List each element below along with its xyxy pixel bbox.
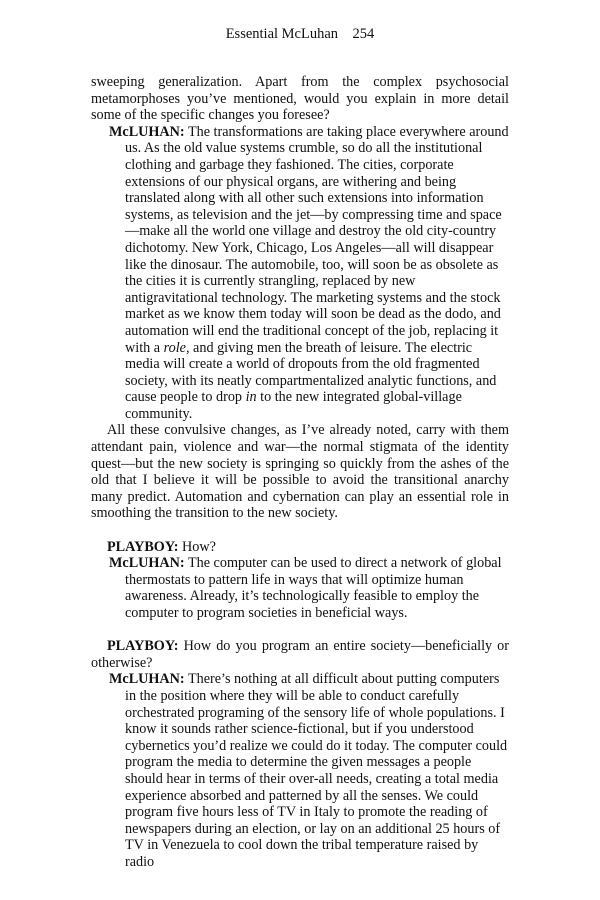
answer1-text-c: to the new integrated global-village community.	[125, 389, 462, 422]
answer1-emphasis-role: role,	[163, 339, 190, 356]
paragraph-intro: sweeping generalization. Apart from the complex psychosocial metamorphoses you’ve mentioned, would you explain in more detail some of the specific changes you foresee?	[91, 74, 509, 124]
answer1-text-b: and giving men the breath of leisure. The electric media will create a world of dropouts from the old fragmented society, with its neatly compartmentalized analytic functions, and cause people to drop	[125, 339, 497, 406]
answer1-text-a: The transformations are taking place everywhere around us. As the old value systems crumble, so do all the institutional clothing and garbage they fashioned. The cities, corporate extensions of our physical organs, are withering and being translated along with all other such extensions into information systems, as television and the jet—by compressing time and space—make all the world one village and destroy the old city-country dichotomy. New York, Chicago, Los Angeles—all will disappear like the dinosaur. The automobile, too, will soon be as obsolete as the cities it is currently strangling, replaced by new antigravitational technology. The marketing systems and the stock market as we know them today will soon be dead as the dodo, and automation will end the traditional concept of the job, replacing it with a	[125, 123, 509, 356]
question3-text: How do you program an entire society—beneficially or otherwise?	[91, 638, 509, 671]
running-header	[0, 25, 600, 43]
mcluhan-answer-3	[91, 671, 509, 870]
speaker-label-playboy: PLAYBOY:	[107, 638, 179, 655]
speaker-label-playboy: PLAYBOY:	[107, 538, 179, 555]
paragraph-convulsive: All these convulsive changes, as I’ve already noted, carry with them attendant pain, violence and war—the normal stigmata of the identity quest—but the new society is springing so quickly from the ashes of the old that I believe it will be possible to avoid the transitional anarchy many predict. Automation and cybernation can play an essential role in smoothing the transition to the new society.	[91, 422, 509, 522]
header-title: Essential McLuhan	[225, 26, 339, 42]
answer1-emphasis-in: in	[245, 389, 257, 406]
playboy-question-3	[91, 638, 509, 671]
spacer	[91, 522, 509, 539]
question2-text: How?	[182, 538, 216, 555]
speaker-label-mcluhan: McLUHAN:	[109, 671, 185, 688]
body-text	[91, 74, 509, 871]
mcluhan-answer-2	[91, 555, 509, 621]
answer3-text: There’s nothing at all difficult about putting computers in the position where they will be able to conduct carefully orchestrated programing of the sensory life of whole populations. I know it sounds rather science-fictional, but if you understood cybernetics you’d realize we could do it today. The computer could program the media to determine the given messages a people should hear in terms of their over-all needs, creating a total media experience absorbed and patterned by all the senses. We could program five hours less of TV in Italy to promote the reading of newspapers during an election, or lay on an additional 25 hours of TV in Venezuela to cool down the tribal temperature raised by radio	[125, 671, 508, 870]
playboy-question-2	[91, 539, 509, 556]
spacer	[91, 622, 509, 639]
speaker-label-mcluhan: McLUHAN:	[109, 123, 185, 140]
speaker-label-mcluhan: McLUHAN:	[109, 555, 185, 572]
answer2-text: The computer can be used to direct a network of global thermostats to pattern life in ways that will optimize human awareness. Already, it’s technologically feasible to employ the computer to program societies in beneficial ways.	[125, 555, 502, 621]
page-number: 254	[352, 26, 375, 42]
mcluhan-answer-1	[91, 124, 509, 423]
